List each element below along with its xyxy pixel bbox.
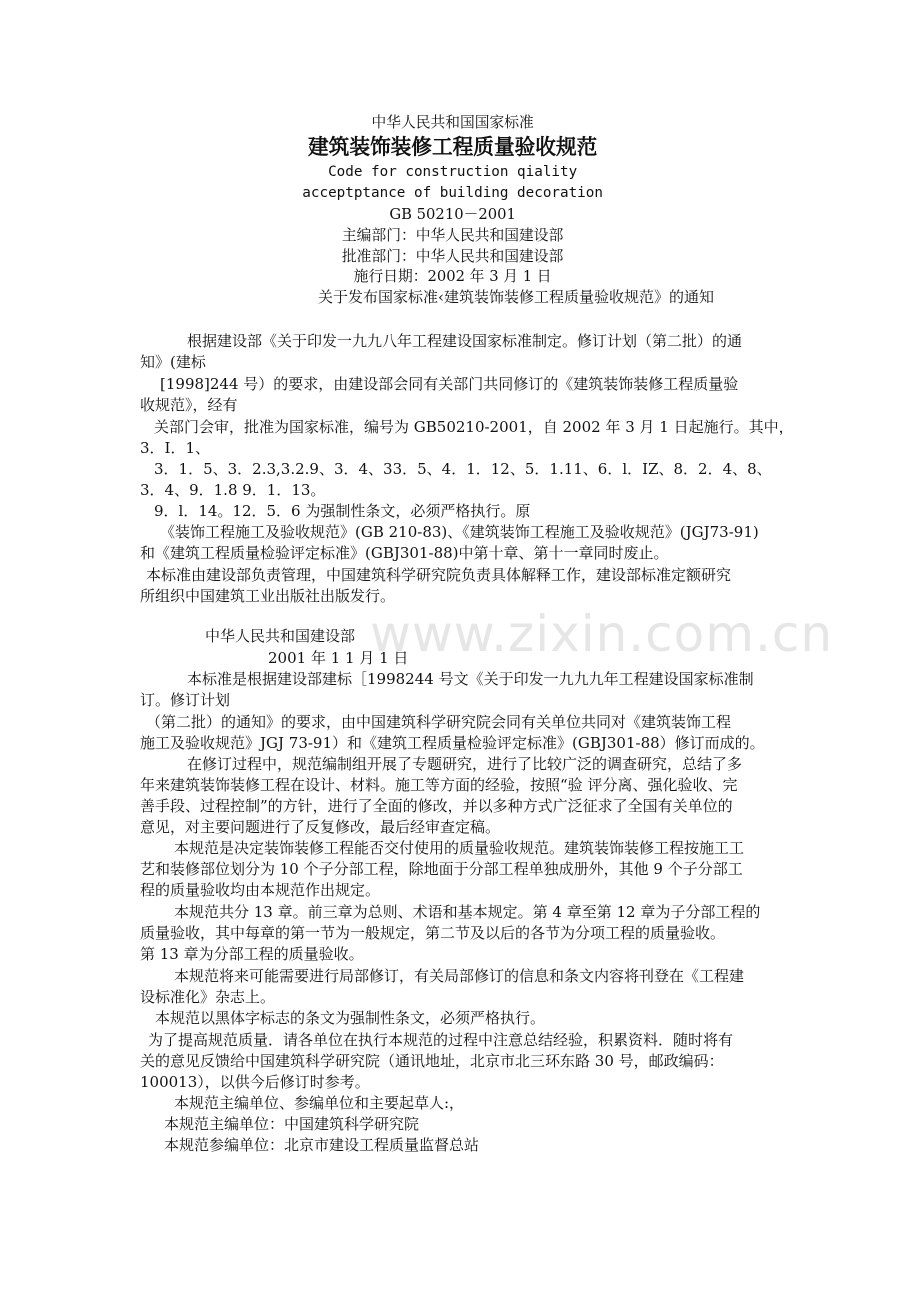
body-line: 施工及验收规范》JGJ 73-91）和《建筑工程质量检验评定标准》(GBJ301-88）修订而成的。 (140, 734, 765, 752)
body-line: 本规范是决定装饰装修工程能否交付使用的质量验收规范。建筑装饰装修工程按施工工 (174, 839, 745, 857)
body-line: 本规范参编单位：北京市建设工程质量监督总站 (164, 1136, 480, 1154)
standard-type: 中华人民共和国国家标准 (371, 113, 534, 131)
body-line: 第 13 章为分部工程的质量验收。 (140, 945, 364, 963)
notice-line: 《装饰工程施工及验收规范》(GB 210-83)、《建筑装饰工程施工及验收规范》(JGJ73-91) (160, 523, 759, 541)
body-line: 质量验收，其中每章的第一节为一般规定，第二节及以后的各节为分项工程的质量验收。 (140, 924, 726, 942)
body-line: 意见，对主要问题进行了反复修改，最后经审查定稿。 (140, 818, 501, 836)
notice-line: 3．I．1、 (140, 439, 211, 457)
notice-signature: 中华人民共和国建设部 (205, 627, 356, 645)
body-line: 订。修订计划 (140, 691, 231, 709)
notice-line: 本标准由建设部负责管理，中国建筑科学研究院负责具体解释工作，建设部标准定额研究 (146, 566, 732, 584)
body-line: 关的意见反馈给中国建筑科学研究院（通讯地址，北京市北三环东路 30 号，邮政编码： (140, 1052, 724, 1070)
notice-line: 关部门会审，批准为国家标准，编号为 GB50210-2001，自 2002 年 3 月 1 日起施行。其中， (154, 418, 794, 436)
notice-line: 所组织中国建筑工业出版社出版发行。 (140, 587, 396, 605)
approve-dept: 批准部门：中华人民共和国建设部 (341, 247, 564, 265)
body-line: 本规范将来可能需要进行局部修订，有关局部修订的信息和条文内容将刊登在《工程建 (174, 967, 745, 985)
body-line: 程的质量验收均由本规范作出规定。 (140, 881, 381, 899)
body-line: 艺和装修部位划分为 10 个子分部工程，除地面于分部工程单独成册外，其他 9 个子分部工 (140, 860, 743, 878)
notice-line: 根据建设部《关于印发一九九八年工程建设国家标准制定。修订计划（第二批）的通 (187, 332, 743, 350)
notice-line: 3．4、9．1.8 9．1．13。 (140, 481, 326, 499)
notice-line: 和《建筑工程质量检验评定标准》(GBJ301-88)中第十章、第十一章同时废止。 (140, 544, 669, 562)
body-line: 本标准是根据建设部建标［1998244 号文《关于印发一九九九年工程建设国家标准制 (187, 670, 754, 688)
notice-line: 9．l．14。12．5．6 为强制性条文，必须严格执行。原 (154, 502, 531, 520)
body-line: 善手段、过程控制”的方针，进行了全面的修改，并以多种方式广泛征求了全国有关单位的 (140, 797, 733, 815)
notice-date: 2001 年 1 1 月 1 日 (268, 649, 409, 667)
editor-dept: 主编部门：中华人民共和国建设部 (341, 226, 564, 244)
body-line: 本规范以黑体字标志的条文为强制性条文，必须严格执行。 (155, 1009, 546, 1027)
body-line: （第二批）的通知》的要求，由中国建筑科学研究院会同有关单位共同对《建筑装饰工程 (146, 713, 732, 731)
notice-title: 关于发布国家标准‹建筑装饰装修工程质量验收规范》的通知 (318, 288, 715, 306)
notice-line: 收规范》，经有 (140, 396, 238, 414)
body-line: 在修订过程中，规范编制组开展了专题研究，进行了比较广泛的调查研究，总结了多 (187, 755, 743, 773)
body-line: 为了提高规范质量．请各单位在执行本规范的过程中注意总结经验，积累资料．随时将有 (148, 1031, 734, 1049)
standard-code: GB 50210－2001 (389, 205, 516, 223)
body-line: 100013），以供今后修订时参考。 (140, 1073, 370, 1091)
body-line: 本规范主编单位、参编单位和主要起草人:， (174, 1094, 465, 1112)
notice-line: [1998]244 号）的要求，由建设部会同有关部门共同修订的《建筑装饰装修工程质量验 (160, 375, 739, 393)
body-line: 本规范主编单位：中国建筑科学研究院 (164, 1115, 420, 1133)
body-line: 设标准化》杂志上。 (140, 988, 276, 1006)
english-title-line-1: Code for construction qiality (328, 164, 578, 180)
notice-line: 3．1．5、3．2.3,3.2.9、3．4、33．5、4．1．12、5．1.11、6．l．IZ、8．2．4、8、 (154, 460, 772, 478)
effective-date: 施行日期：2002 年 3 月 1 日 (353, 267, 552, 285)
notice-line: 知》(建标 (140, 353, 206, 371)
watermark: www.zixin.com.cn (370, 605, 834, 663)
body-line: 年来建筑装饰装修工程在设计、材料。施工等方面的经验，按照“验 评分离、强化验收、完 (140, 776, 738, 794)
document-title: 建筑装饰装修工程质量验收规范 (307, 134, 598, 159)
body-line: 本规范共分 13 章。前三章为总则、术语和基本规定。第 4 章至第 12 章为子分部工程的 (174, 903, 761, 921)
english-title-line-2: acceptptance of building decoration (302, 185, 603, 201)
